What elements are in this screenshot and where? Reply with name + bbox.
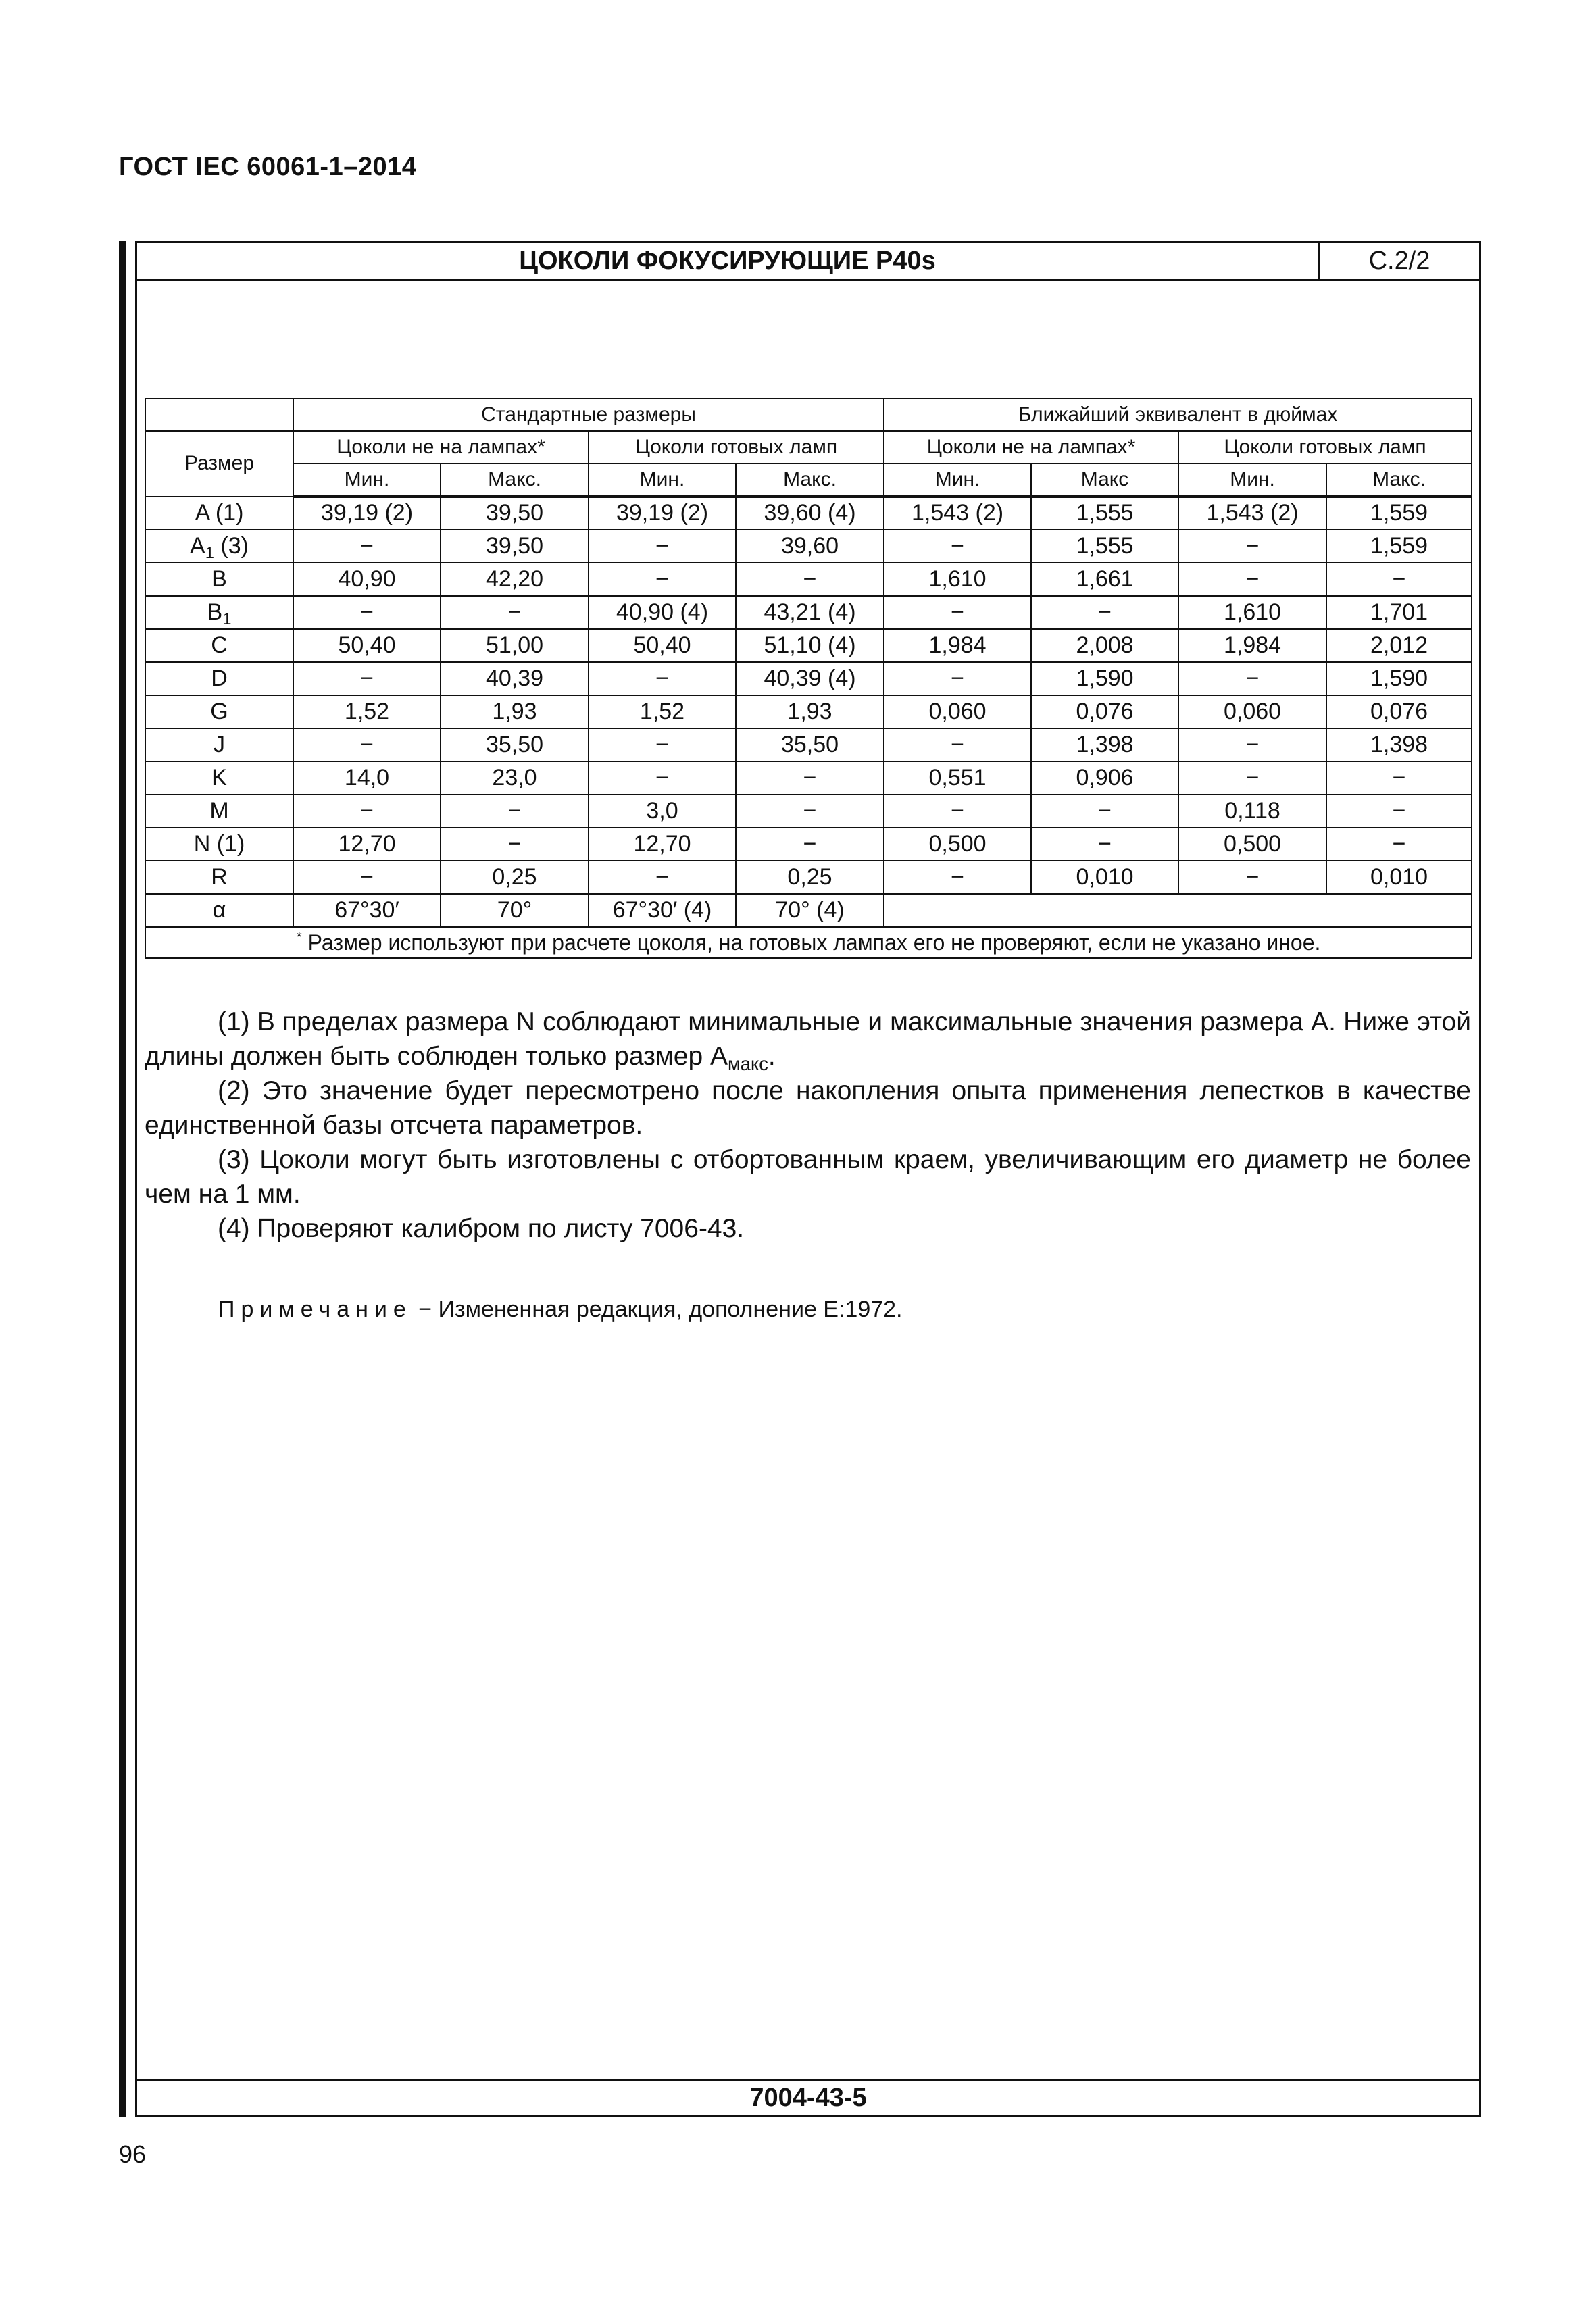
note-2: (2) Это значение будет пересмотрено после накопления опыта применения лепестков в качестве единственной базы отсчета параметров. [145,1076,1471,1140]
table-cell: 1,559 [1326,497,1472,530]
title-row [137,243,1479,281]
table-cell: 0,118 [1178,795,1326,828]
header-corner [145,399,293,431]
table-cell: − [1326,563,1472,596]
group-standard-header: Стандартные размеры [293,399,884,431]
table-cell: 0,010 [1326,861,1472,894]
table-cell: − [589,861,736,894]
note-1-text: (1) В пределах размера N соблюдают минимальные и максимальные значения размера А. Ниже этой длины должен быть соблюден только размер А [145,1007,1471,1071]
table-cell: − [589,662,736,695]
table-cell: − [441,795,589,828]
table-cell: − [1326,828,1472,861]
table-row [145,497,1472,530]
table-cell: 12,70 [589,828,736,861]
table-cell: 35,50 [736,728,884,761]
table-cell: − [1178,728,1326,761]
table-cell: − [736,563,884,596]
table-row [145,761,1472,795]
table-cell: 35,50 [441,728,589,761]
table-cell: 42,20 [441,563,589,596]
table-cell: 1,93 [441,695,589,728]
table-cell: − [1031,828,1178,861]
table-row [145,795,1472,828]
table-cell: 39,50 [441,497,589,530]
remark-label: Примечание [218,1297,412,1322]
table-cell: − [293,596,441,629]
note-4: (4) Проверяют калибром по листу 7006-43. [218,1214,745,1243]
table-row [145,596,1472,629]
table-cell: 1,93 [736,695,884,728]
table-cell: 0,076 [1031,695,1178,728]
table-cell: 1,555 [1031,530,1178,563]
table-cell: − [1178,662,1326,695]
table-cell: 1,543 (2) [884,497,1031,530]
table-row-alpha [145,894,1472,927]
table-cell: 40,90 [293,563,441,596]
table-row [145,728,1472,761]
table-cell: 23,0 [441,761,589,795]
table-cell: − [1326,795,1472,828]
table-cell: 0,25 [736,861,884,894]
min-header: Мин. [884,463,1031,497]
table-cell: 1,398 [1326,728,1472,761]
row-label: α [145,894,293,927]
table-cell: 51,00 [441,629,589,662]
table-cell: 70° [441,894,589,927]
table-cell: − [884,662,1031,695]
table-cell: − [884,861,1031,894]
table-cell: − [1031,596,1178,629]
table-cell: 39,19 (2) [589,497,736,530]
table-cell: 0,551 [884,761,1031,795]
table-cell: − [589,530,736,563]
table-cell: 1,52 [589,695,736,728]
table-row [145,629,1472,662]
table-cell: 50,40 [293,629,441,662]
table-cell: − [1031,795,1178,828]
table-cell: 0,500 [1178,828,1326,861]
max-header: Макс. [736,463,884,497]
table-row [145,530,1472,563]
table-cell: 39,19 (2) [293,497,441,530]
row-label: J [145,728,293,761]
row-label: M [145,795,293,828]
table-cell: 39,50 [441,530,589,563]
table-cell: 40,90 (4) [589,596,736,629]
table-cell: 0,906 [1031,761,1178,795]
table-cell: − [1178,530,1326,563]
table-footnote [145,927,1472,958]
table-cell: − [736,761,884,795]
remark [218,1297,903,1323]
table-cell: − [884,728,1031,761]
footnote-mark: * [296,929,302,945]
table-cell: − [884,596,1031,629]
remark-text: − Измененная редакция, дополнение Е:1972. [412,1297,903,1322]
table-cell: 51,10 (4) [736,629,884,662]
table-cell: 14,0 [293,761,441,795]
table-cell: − [1178,563,1326,596]
row-label: $B_1$ [145,596,293,629]
table-cell: − [884,795,1031,828]
table-cell: 43,21 (4) [736,596,884,629]
table-cell: 3,0 [589,795,736,828]
table-cell: − [441,596,589,629]
table-row [145,662,1472,695]
row-label: $A_1$ (3) [145,530,293,563]
row-label: D [145,662,293,695]
subheader-finished-inch: Цоколи готовых ламп [1178,431,1472,463]
table-cell: 40,39 [441,662,589,695]
table-cell: 0,500 [884,828,1031,861]
table-cell: 1,984 [884,629,1031,662]
subheader-finished-mm: Цоколи готовых ламп [589,431,884,463]
table-cell: − [589,728,736,761]
table-cell: 70° (4) [736,894,884,927]
row-label: C [145,629,293,662]
document-header: ГОСТ IEC 60061-1–2014 [119,153,417,181]
note-1 [145,1005,1471,1074]
sheet-frame [135,241,1481,2117]
table-cell: 50,40 [589,629,736,662]
table-cell: − [736,795,884,828]
table-body [145,497,1472,894]
table-cell: 1,610 [884,563,1031,596]
table-cell: − [589,761,736,795]
table-cell: 1,555 [1031,497,1178,530]
table-cell: − [589,563,736,596]
footnote-text: Размер используют при расчете цоколя, на готовых лампах его не проверяют, если не указано иное. [307,930,1321,955]
min-header: Мин. [589,463,736,497]
margin-bar [119,241,126,2117]
page-number: 96 [119,2140,147,2168]
note-1-subscript: макс [728,1053,768,1075]
table-cell: − [293,728,441,761]
size-column-header: Размер [145,431,293,497]
table-cell: 67°30′ (4) [589,894,736,927]
subheader-not-on-lamps-inch: Цоколи не на лампах* [884,431,1178,463]
sheet-code: 7004-43-5 [137,2079,1479,2115]
row-label: B [145,563,293,596]
table-row [145,828,1472,861]
table-cell: 39,60 [736,530,884,563]
table-cell: − [736,828,884,861]
table-cell: 39,60 (4) [736,497,884,530]
table-cell: 67°30′ [293,894,441,927]
max-header: Макс. [1326,463,1472,497]
max-header: Макс. [441,463,589,497]
min-header: Мин. [1178,463,1326,497]
row-label: R [145,861,293,894]
note-1-end: . [768,1042,776,1071]
notes-block [145,1005,1471,1246]
table-cell: 1,398 [1031,728,1178,761]
table-cell: 1,661 [1031,563,1178,596]
sheet-title: ЦОКОЛИ ФОКУСИРУЮЩИЕ Р40s [137,243,1320,279]
table-cell: 2,012 [1326,629,1472,662]
table-cell: 12,70 [293,828,441,861]
table-cell: − [884,530,1031,563]
row-label: K [145,761,293,795]
table-cell: 0,010 [1031,861,1178,894]
row-label: N (1) [145,828,293,861]
table-cell: 40,39 (4) [736,662,884,695]
table-cell: − [441,828,589,861]
row-label: A (1) [145,497,293,530]
sheet-number: С.2/2 [1368,246,1430,275]
table-cell: 0,060 [1178,695,1326,728]
row-label: G [145,695,293,728]
table-cell: 1,590 [1326,662,1472,695]
table-cell: 0,060 [884,695,1031,728]
table-row [145,861,1472,894]
table-cell: − [293,662,441,695]
subheader-not-on-lamps-mm: Цоколи не на лампах* [293,431,589,463]
table-cell: 1,559 [1326,530,1472,563]
table-row [145,695,1472,728]
table-cell: − [293,795,441,828]
table-cell: 0,25 [441,861,589,894]
table-cell: 2,008 [1031,629,1178,662]
note-3: (3) Цоколи могут быть изготовлены с отбортованным краем, увеличивающим его диаметр не более чем на 1 мм. [145,1145,1471,1209]
table-cell: − [1178,761,1326,795]
table-cell: 1,52 [293,695,441,728]
table-cell: 0,076 [1326,695,1472,728]
table-cell: − [293,530,441,563]
table-cell: − [1326,761,1472,795]
table-cell-empty [884,894,1472,927]
table-cell: 1,610 [1178,596,1326,629]
min-header: Мин. [293,463,441,497]
table-cell: 1,701 [1326,596,1472,629]
table-cell: − [293,861,441,894]
max-header: Макс [1031,463,1178,497]
table-cell: 1,543 (2) [1178,497,1326,530]
table-row [145,563,1472,596]
group-inches-header: Ближайший эквивалент в дюймах [884,399,1472,431]
table-cell: 1,984 [1178,629,1326,662]
table-cell: 1,590 [1031,662,1178,695]
table-cell: − [1178,861,1326,894]
dimensions-table [145,398,1472,959]
